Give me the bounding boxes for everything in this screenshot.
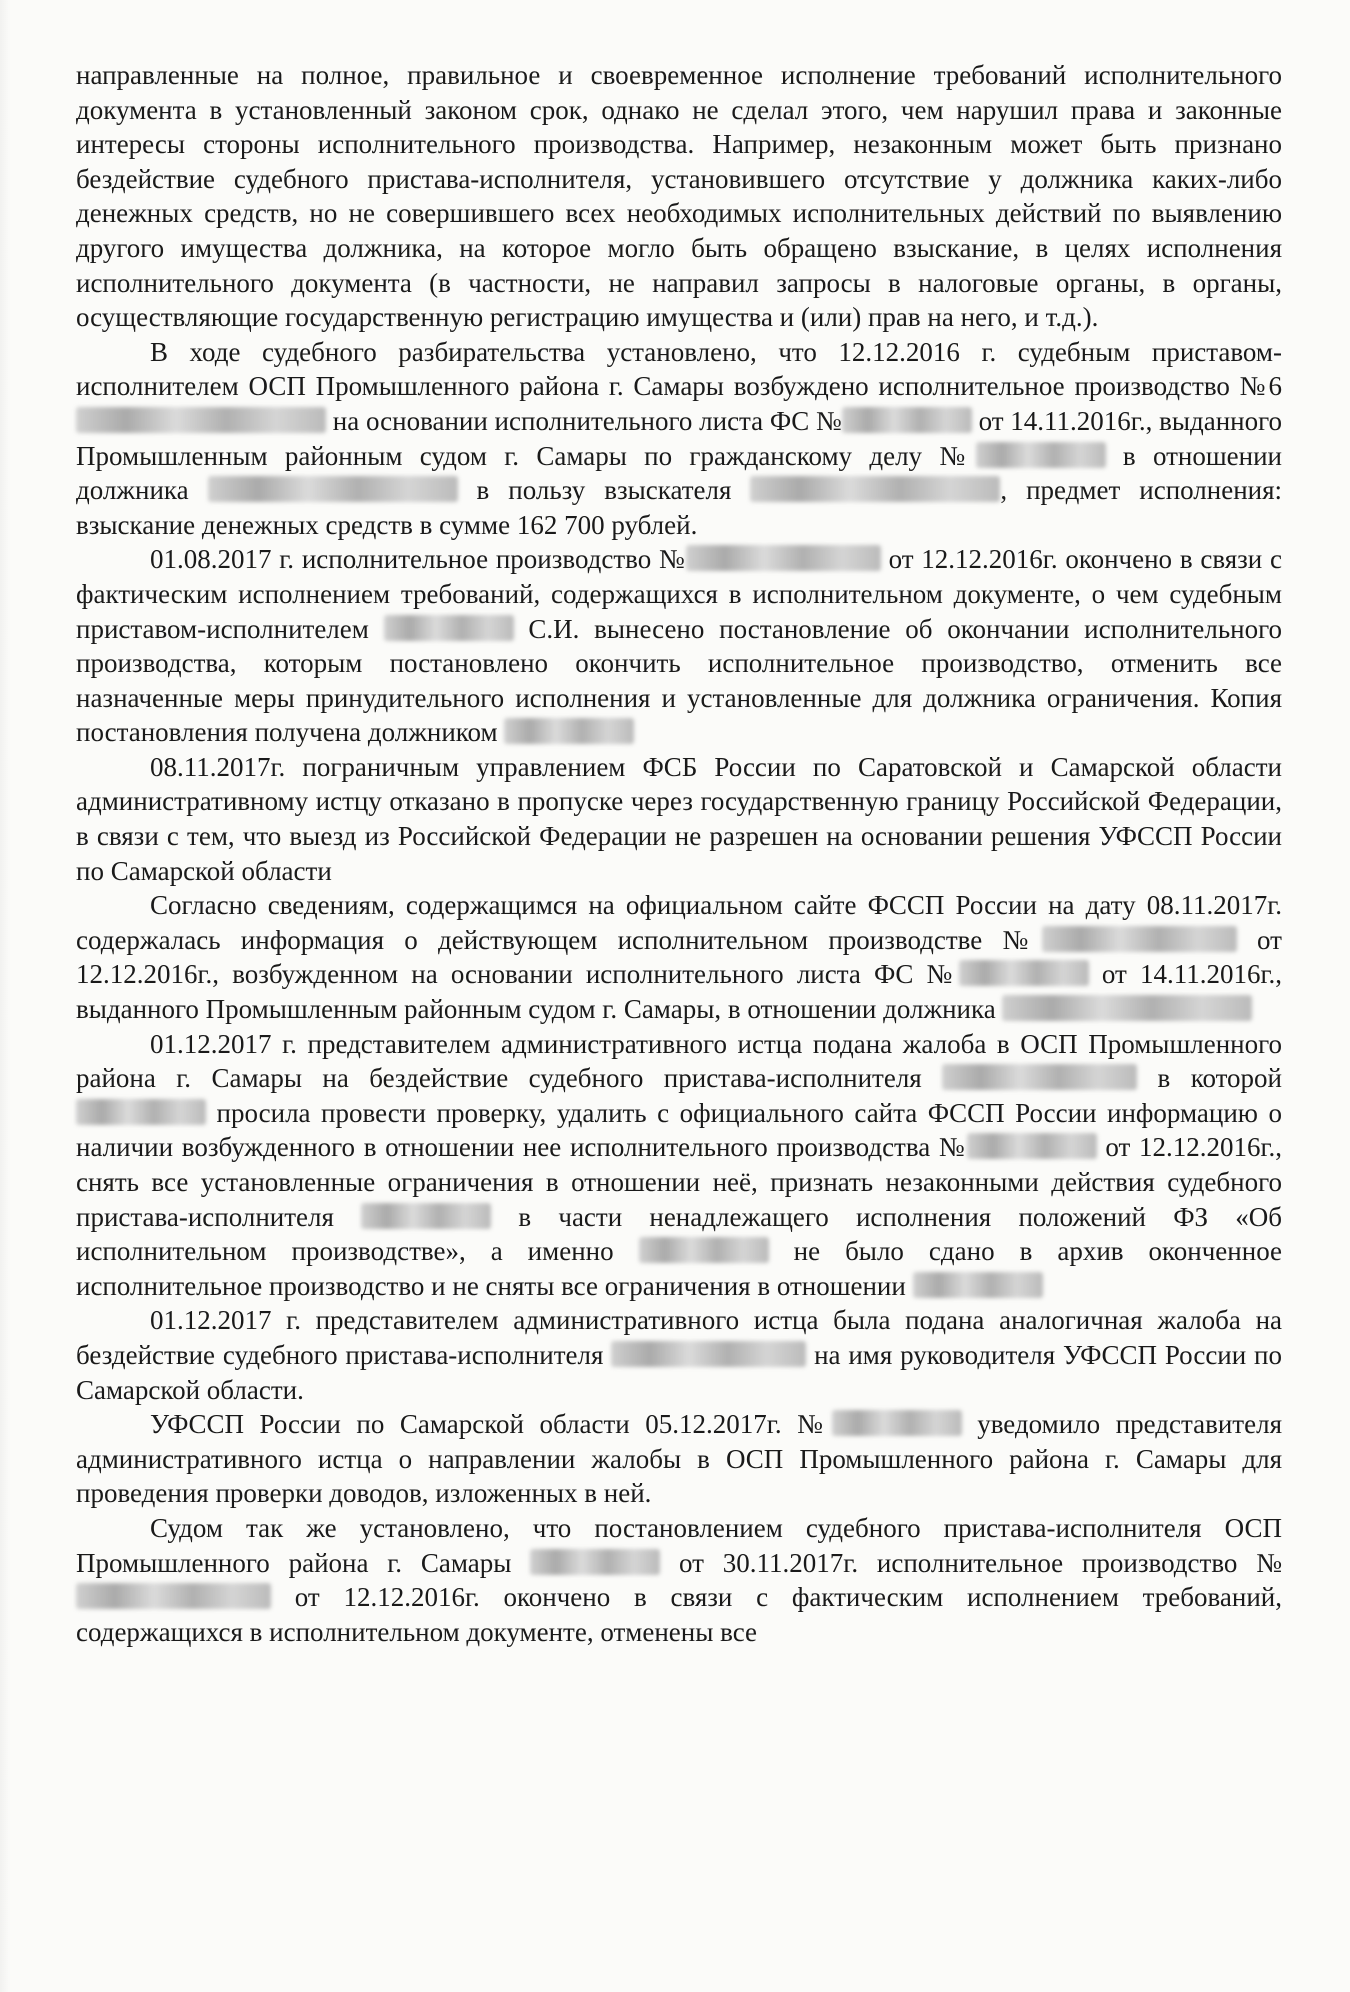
text-fragment: от 12.12.2016г. окончено в связи с фактическим исполнением требований, содержащихся в исполнительном документе, о чем судебным приставом-исполнителем bbox=[76, 544, 1282, 644]
redacted-bailiff-name bbox=[384, 615, 514, 641]
paragraph-court-finding bbox=[76, 1511, 1282, 1649]
text-fragment: 01.12.2017 г. представителем административного истца была подана аналогичная жалоба на бездействие судебного пристава-исполнителя bbox=[76, 1305, 1282, 1370]
text-fragment: от 14.11.2016г., выданного Промышленным районным судом г. Самары по гражданскому делу № bbox=[76, 405, 1282, 471]
paragraph-enforcement-completed bbox=[76, 542, 1282, 750]
text-fragment: в части ненадлежащего исполнения положений ФЗ «Об исполнительном производстве», а именно bbox=[76, 1201, 1283, 1267]
redacted-debtor-name bbox=[504, 718, 634, 744]
paragraph-continuation bbox=[76, 58, 1282, 335]
text-fragment: от 30.11.2017г. исполнительное производство № bbox=[660, 1547, 1282, 1578]
text-fragment: С.И. вынесено постановление об окончании исполнительного производства, которым постановлено окончить исполнительное производство, отменить все назначенные меры принудительного исполнения и установленные для должника ограничения. Копия постановления получена должником bbox=[76, 613, 1282, 748]
text-fragment: на имя руководителя УФССП России по Самарской области. bbox=[76, 1339, 1282, 1405]
text-fragment: от 14.11.2016г., выданного Промышленным районным судом г. Самары, в отношении должника bbox=[76, 959, 1282, 1025]
text-fragment: от 12.12.2016г., снять все установленные ограничения в отношении неё, признать незаконными действия судебного пристава-исполнителя bbox=[76, 1132, 1282, 1232]
redacted-case-number bbox=[76, 407, 326, 433]
redacted-writ-number bbox=[842, 407, 972, 433]
paragraph-complaint-ufssp bbox=[76, 1303, 1282, 1407]
paragraph-ufssp-notice bbox=[76, 1407, 1282, 1511]
text-fragment: 08.11.2017г. пограничным управлением ФСБ России по Саратовской и Самарской области административному истцу отказано в пропуске через государственную границу Российской Федерации, в связи с тем, что выезд из Российской Федерации не разрешен на основании решения УФССП России по Самарской области bbox=[76, 751, 1282, 886]
text-fragment: В ходе судебного разбирательства установлено, что 12.12.2016 г. судебным приставом-исполнителем ОСП Промышленного района г. Самары возбуждено исполнительное производство №6 bbox=[76, 336, 1282, 402]
redacted-bailiff-name bbox=[530, 1549, 660, 1575]
text-fragment: Согласно сведениям, содержащимся на официальном сайте ФССП России на дату 08.11.2017г. содержалась информация о действующем исполнительном производстве № bbox=[76, 890, 1282, 955]
text-fragment: в которой bbox=[1137, 1063, 1282, 1094]
page-edge-shadow bbox=[0, 0, 10, 1992]
redacted-case-number bbox=[686, 545, 881, 571]
text-fragment: в отношении должника bbox=[76, 440, 1282, 506]
text-fragment: на основании исполнительного листа ФС № bbox=[326, 405, 842, 436]
text-fragment: в пользу взыскателя bbox=[457, 475, 751, 506]
redacted-claimant-name bbox=[76, 1099, 206, 1125]
redacted-case-number bbox=[1042, 926, 1237, 952]
redacted-bailiff-name bbox=[361, 1203, 491, 1229]
paragraph-enforcement-initiated bbox=[76, 335, 1282, 543]
redacted-bailiff-name bbox=[639, 1237, 769, 1263]
redacted-creditor-name bbox=[750, 476, 1000, 502]
text-fragment: УФССП России по Самарской области 05.12.2017г. № bbox=[150, 1409, 832, 1440]
paragraph-complaint-osp bbox=[76, 1027, 1282, 1304]
redacted-writ-number bbox=[959, 960, 1089, 986]
text-fragment: от 12.12.2016г. окончено в связи с фактическим исполнением требований, содержащихся в исполнительном документе, отменены все bbox=[76, 1582, 1282, 1647]
text-fragment: направленные на полное, правильное и своевременное исполнение требований исполнительного документа в установленный законом срок, однако не сделал этого, чем нарушил права и законные интересы стороны исполнительного производства. Например, незаконным может быть признано бездействие судебного пристава-исполнителя, установившего отсутствие у должника каких-либо денежных средств, но не совершившего всех необходимых исполнительных действий по выявлению другого имущества должника, на которое могло быть обращено взыскание, в целях исполнения исполнительного документа (в частности, не направил запросы в налоговые органы, в органы, осуществляющие государственную регистрацию имущества и (или) прав на него, и т.д.). bbox=[76, 60, 1282, 333]
redacted-claimant-name bbox=[913, 1272, 1043, 1298]
redacted-bailiff-name bbox=[942, 1064, 1137, 1090]
text-fragment: уведомило представителя административного истца о направлении жалобы в ОСП Промышленного района г. Самары для проведения проверки доводов, изложенных в ней. bbox=[76, 1409, 1282, 1509]
text-fragment: 01.08.2017 г. исполнительное производство № bbox=[150, 544, 686, 575]
redacted-letter-number bbox=[832, 1410, 962, 1436]
redacted-debtor-name bbox=[1002, 995, 1252, 1021]
redacted-case-number bbox=[76, 1583, 271, 1609]
text-fragment: Судом так же установлено, что постановлением судебного пристава-исполнителя ОСП Промышленного района г. Самары bbox=[76, 1512, 1282, 1578]
redacted-debtor-name bbox=[208, 476, 458, 502]
text-fragment: 01.12.2017 г. представителем административного истца подана жалоба в ОСП Промышленного района г. Самары на бездействие судебного пристава-исполнителя bbox=[76, 1028, 1282, 1094]
redacted-case-number bbox=[967, 1133, 1097, 1159]
paragraph-fssp-website-info bbox=[76, 888, 1282, 1026]
text-fragment: не было сдано в архив оконченное исполнительное производство и не сняты все ограничения в отношении bbox=[76, 1236, 1283, 1301]
text-fragment: , предмет исполнения: взыскание денежных средств в сумме 162 700 рублей. bbox=[76, 475, 1283, 540]
redacted-bailiff-name bbox=[611, 1341, 806, 1367]
redacted-civil-case-number bbox=[976, 442, 1106, 468]
text-fragment: просила провести проверку, удалить с официального сайта ФССП России информацию о наличии возбужденного в отношении нее исполнительного производства № bbox=[76, 1097, 1282, 1163]
text-fragment: от 12.12.2016г., возбужденном на основании исполнительного листа ФС № bbox=[76, 924, 1282, 990]
paragraph-border-refusal bbox=[76, 750, 1282, 888]
